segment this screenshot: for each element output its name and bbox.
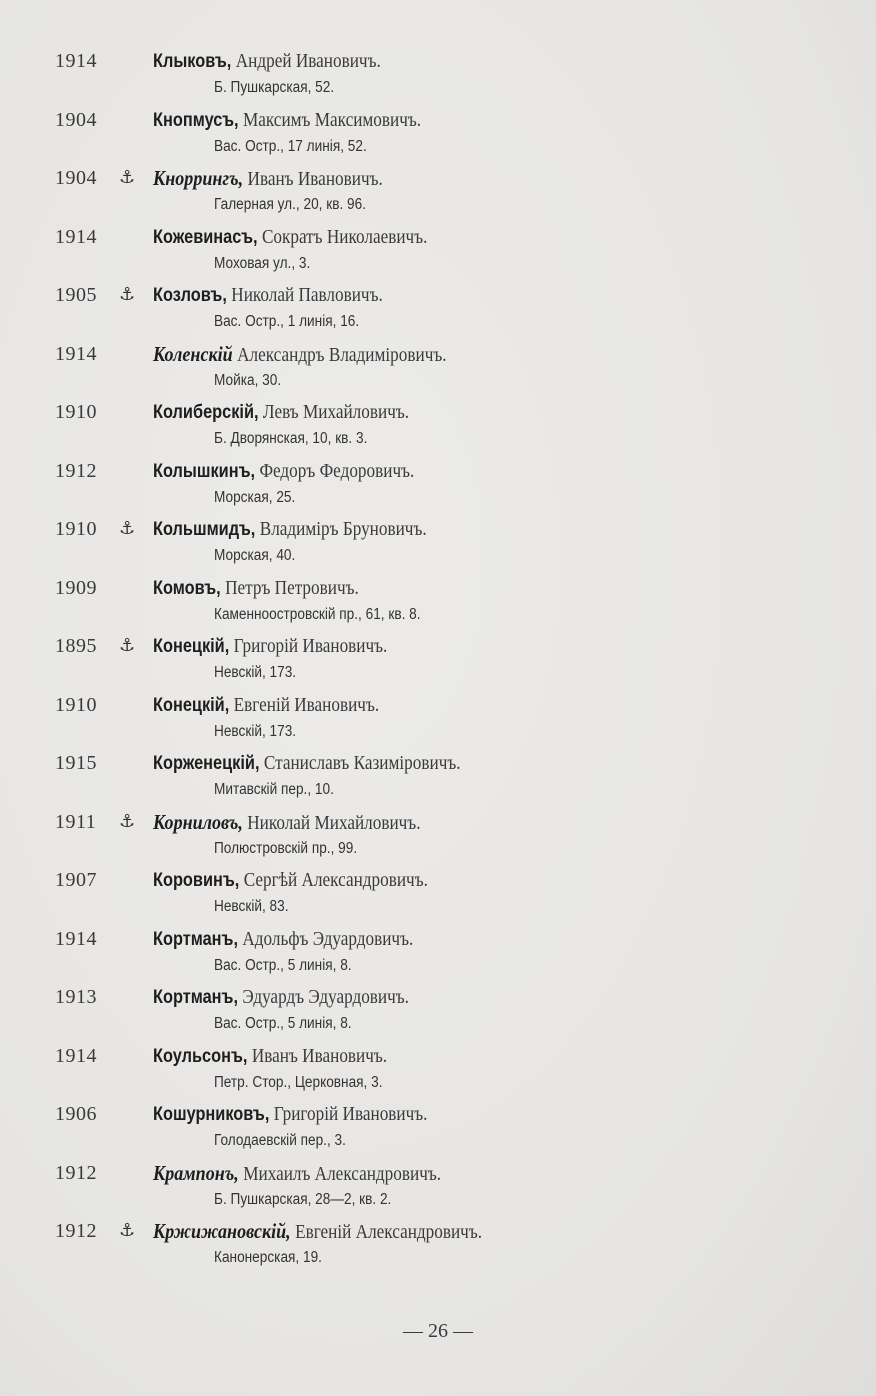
- entry-name-line: [0, 982, 876, 1012]
- entry-name: [153, 982, 409, 1013]
- directory-entry: [0, 397, 876, 456]
- entry-name-line: [0, 631, 876, 661]
- directory-entry: [0, 807, 876, 866]
- entry-given-name: Григорій Ивановичъ.: [233, 635, 388, 657]
- entry-name: [153, 514, 427, 545]
- entry-year: 1910: [55, 401, 97, 423]
- entry-given-name: Эдуардъ Эдуардовичъ.: [242, 986, 409, 1008]
- entry-year: 1909: [55, 576, 97, 599]
- entry-name-line: [0, 456, 876, 486]
- entry-surname: Кошурниковъ,: [153, 1104, 270, 1125]
- entry-name: [153, 222, 427, 253]
- entry-address: Вас. Остр., 5 линія, 8.: [214, 956, 352, 974]
- entry-address: Вас. Остр., 5 линія, 8.: [214, 1015, 352, 1032]
- entry-name: [153, 163, 383, 195]
- entry-surname: Кольшмидъ,: [153, 519, 256, 540]
- entry-year: 1914: [55, 342, 97, 365]
- directory-entries: [0, 46, 876, 1275]
- entry-name-line: [0, 46, 876, 76]
- entry-year: 1904: [55, 108, 97, 131]
- entry-given-name: Евгеній Александровичъ.: [295, 1221, 483, 1243]
- entry-given-name: Евгеній Ивановичъ.: [233, 693, 380, 716]
- entry-name-line: [0, 1216, 876, 1246]
- entry-address: Моховая ул., 3.: [214, 254, 311, 272]
- entry-name-line: [0, 690, 876, 720]
- entry-name: [153, 1099, 427, 1130]
- entry-year: 1904: [55, 167, 97, 189]
- entry-address: Б. Дворянская, 10, кв. 3.: [214, 430, 368, 447]
- entry-given-name: Федоръ Федоровичъ.: [259, 459, 415, 482]
- entry-surname: Колиберскій,: [153, 402, 259, 423]
- entry-name-line: [0, 339, 876, 369]
- entry-surname: Конецкій,: [153, 636, 230, 657]
- entry-address: Канонерская, 19.: [214, 1249, 322, 1266]
- entry-surname: Кортманъ,: [153, 987, 239, 1008]
- entry-given-name: Максимъ Максимовичъ.: [242, 108, 422, 131]
- entry-name: [153, 280, 383, 311]
- entry-address: Митавскій пер., 10.: [214, 781, 334, 798]
- entry-name-line: [0, 865, 876, 895]
- entry-name-line: [0, 924, 876, 954]
- entry-name-line: [0, 573, 876, 603]
- anchor-icon: ⚓: [119, 518, 136, 539]
- entry-address: Голодаевскій пер., 3.: [214, 1132, 346, 1149]
- directory-entry: [0, 163, 876, 222]
- directory-entry: [0, 573, 876, 632]
- entry-name: [153, 573, 359, 604]
- directory-entry: [0, 1158, 876, 1217]
- anchor-icon: ⚓: [119, 1220, 136, 1241]
- entry-given-name: Левъ Михайловичъ.: [262, 401, 410, 423]
- entry-address: Б. Пушкарская, 52.: [214, 79, 335, 96]
- directory-entry: [0, 982, 876, 1041]
- directory-entry: [0, 280, 876, 339]
- entry-name: [153, 1158, 441, 1190]
- entry-address: Мойка, 30.: [214, 371, 282, 389]
- entry-name: [153, 690, 379, 721]
- entry-name-line: [0, 514, 876, 544]
- entry-year: 1914: [55, 1044, 97, 1067]
- entry-name-line: [0, 163, 876, 193]
- entry-year: 1915: [55, 752, 97, 774]
- directory-entry: [0, 105, 876, 164]
- entry-address: Морская, 25.: [214, 488, 296, 506]
- entry-year: 1912: [55, 1161, 97, 1184]
- entry-name: [153, 924, 413, 955]
- entry-year: 1914: [55, 927, 97, 950]
- entry-address: Вас. Остр., 1 линія, 16.: [214, 313, 360, 330]
- directory-entry: [0, 339, 876, 398]
- entry-given-name: Александръ Владиміровичъ.: [237, 343, 447, 366]
- entry-name-line: [0, 397, 876, 427]
- directory-entry: [0, 514, 876, 573]
- entry-given-name: Иванъ Ивановичъ.: [247, 168, 383, 190]
- entry-name-line: [0, 222, 876, 252]
- entry-address: Петр. Стор., Церковная, 3.: [214, 1073, 383, 1091]
- entry-surname: Корженецкій,: [153, 753, 260, 774]
- entry-given-name: Адольфъ Эдуардовичъ.: [242, 927, 414, 950]
- entry-given-name: Сергѣй Александровичъ.: [243, 869, 428, 891]
- entry-given-name: Сократъ Николаевичъ.: [261, 225, 428, 248]
- entry-given-name: Николай Павловичъ.: [231, 284, 383, 306]
- entry-name: [153, 807, 421, 839]
- directory-entry: [0, 1041, 876, 1100]
- entry-surname: Комовъ,: [153, 577, 221, 599]
- entry-name-line: [0, 807, 876, 837]
- entry-surname: Коровинъ,: [153, 870, 240, 891]
- entry-year: 1907: [55, 869, 97, 891]
- entry-address: Б. Пушкарская, 28—2, кв. 2.: [214, 1190, 392, 1208]
- entry-name: [153, 105, 421, 136]
- entry-surname: Кожевинасъ,: [153, 226, 258, 248]
- entry-name-line: [0, 748, 876, 778]
- anchor-icon: ⚓: [119, 810, 136, 832]
- entry-given-name: Владиміръ Бруновичъ.: [259, 518, 427, 540]
- anchor-icon: ⚓: [119, 635, 136, 656]
- entry-surname: Кнопмусъ,: [153, 109, 239, 131]
- directory-entry: [0, 46, 876, 105]
- entry-given-name: Николай Михайловичъ.: [247, 811, 421, 834]
- entry-name: [153, 46, 381, 77]
- entry-year: 1912: [55, 1220, 97, 1242]
- entry-name: [153, 456, 414, 487]
- entry-name-line: [0, 1099, 876, 1129]
- entry-surname: Колышкинъ,: [153, 460, 256, 482]
- directory-entry: [0, 456, 876, 515]
- entry-name: [153, 1041, 387, 1072]
- directory-entry: [0, 1216, 876, 1275]
- entry-address: Невскій, 173.: [214, 664, 297, 681]
- page-number: — 26 —: [403, 1320, 473, 1342]
- entry-year: 1910: [55, 693, 97, 716]
- entry-given-name: Иванъ Ивановичъ.: [251, 1044, 388, 1067]
- entry-year: 1911: [55, 810, 97, 833]
- entry-year: 1906: [55, 1103, 97, 1125]
- entry-given-name: Михаилъ Александровичъ.: [243, 1162, 442, 1185]
- directory-entry: [0, 924, 876, 983]
- entry-name: [153, 865, 428, 896]
- directory-entry: [0, 865, 876, 924]
- entry-year: 1910: [55, 518, 97, 540]
- entry-surname: Кржижановскій,: [153, 1219, 291, 1243]
- entry-surname: Козловъ,: [153, 285, 227, 306]
- entry-address: Каменноостровскій пр., 61, кв. 8.: [214, 605, 421, 623]
- entry-name-line: [0, 105, 876, 135]
- entry-name: [153, 397, 409, 428]
- directory-entry: [0, 222, 876, 281]
- directory-entry: [0, 690, 876, 749]
- directory-entry: [0, 748, 876, 807]
- entry-surname: Коленскій: [153, 341, 233, 366]
- entry-address: Полюстровскій пр., 99.: [214, 839, 358, 857]
- entry-name: [153, 631, 387, 662]
- entry-name: [153, 1216, 482, 1248]
- entry-surname: Кортманъ,: [153, 928, 239, 950]
- entry-year: 1914: [55, 50, 97, 72]
- entry-name-line: [0, 1041, 876, 1071]
- entry-name-line: [0, 280, 876, 310]
- entry-surname: Клыковъ,: [153, 51, 232, 72]
- entry-year: 1895: [55, 635, 97, 657]
- entry-address: Вас. Остр., 17 линія, 52.: [214, 137, 367, 155]
- entry-address: Невскій, 173.: [214, 722, 297, 740]
- entry-address: Галерная ул., 20, кв. 96.: [214, 196, 366, 213]
- directory-entry: [0, 1099, 876, 1158]
- entry-surname: Коульсонъ,: [153, 1045, 248, 1067]
- directory-entry: [0, 631, 876, 690]
- entry-surname: Крампонъ,: [153, 1160, 239, 1185]
- anchor-icon: ⚓: [119, 284, 136, 305]
- entry-name-line: [0, 1158, 876, 1188]
- entry-address: Морская, 40.: [214, 547, 296, 564]
- entry-year: 1905: [55, 284, 97, 306]
- entry-given-name: Григорій Ивановичъ.: [273, 1103, 428, 1125]
- entry-surname: Корниловъ,: [153, 809, 243, 834]
- entry-year: 1913: [55, 986, 97, 1008]
- entry-name: [153, 339, 447, 371]
- entry-year: 1912: [55, 459, 97, 482]
- entry-given-name: Петръ Петровичъ.: [225, 576, 359, 599]
- entry-surname: Конецкій,: [153, 694, 230, 716]
- entry-given-name: Андрей Ивановичъ.: [235, 50, 381, 72]
- entry-name: [153, 748, 461, 779]
- entry-surname: Кноррингъ,: [153, 166, 244, 190]
- entry-address: Невскій, 83.: [214, 898, 289, 915]
- entry-year: 1914: [55, 225, 97, 248]
- entry-given-name: Станиславъ Казиміровичъ.: [263, 752, 461, 774]
- anchor-icon: ⚓: [119, 167, 136, 188]
